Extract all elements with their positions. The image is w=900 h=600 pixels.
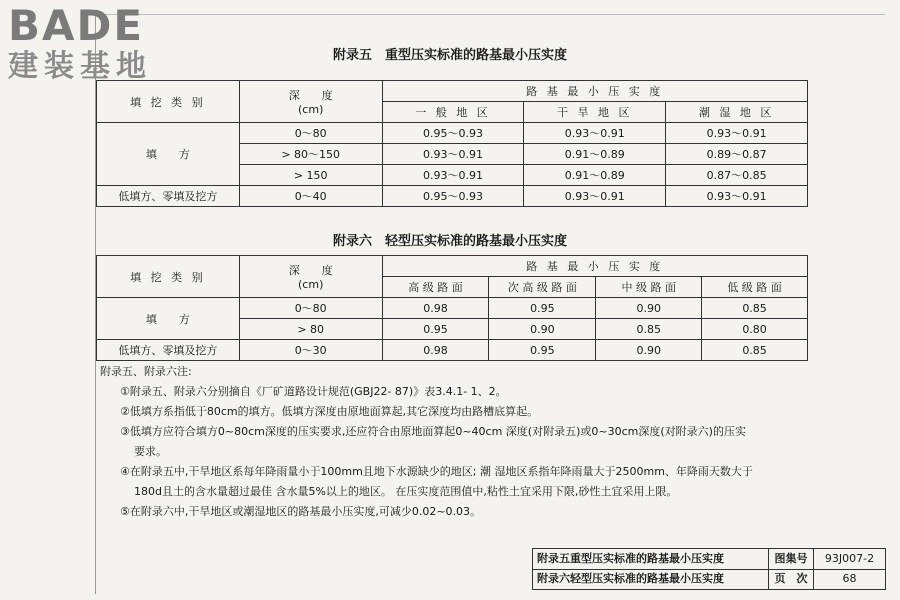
table-cell: 0～40 [239,186,382,207]
table5 [96,80,808,207]
table-cell: 0.93～0.91 [382,144,524,165]
page-number-label: 页 次 [768,569,813,589]
logo-word: BADE [8,1,145,50]
table5-fill-label: 填 方 [97,123,240,186]
note-1: ①附录五、附录六分别摘自《厂矿道路设计规范(GBJ22- 87)》表3.4.1- 1、2。 [120,385,507,398]
table6-title: 附录六 轻型压实标准的路基最小压实度 [332,234,567,249]
title-block-row-2 [533,569,885,589]
table-cell: 0.95 [489,340,596,361]
table-cell: 0.90 [489,319,596,340]
title-block-name-2: 附录六轻型压实标准的路基最小压实度 [537,572,724,585]
table-cell: 0.95 [382,319,489,340]
table-cell: 0～80 [239,123,382,144]
table-cell: 0～80 [239,298,382,319]
table6-col-high: 高 级 路 面 [382,277,489,298]
table-cell: 0.95～0.93 [382,186,524,207]
table5-header-depth [239,81,382,123]
table5-header-type: 填 挖 类 别 [97,81,240,123]
page-number-value: 68 [813,569,885,589]
title-block-row-1 [533,549,885,569]
note-4-cont: 180d且土的含水量超过最佳 含水量5%以上的地区。 在压实度范围值中,粘性土宜采用下限,砂性土宜采用上限。 [134,485,678,498]
table5-depth-unit: (cm) [298,103,324,116]
table5-col-general: 一 般 地 区 [382,102,524,123]
table5-col-humid: 潮 湿 地 区 [666,102,808,123]
table-cell: 低填方、零填及挖方 [97,186,240,207]
table6-header-group: 路 基 最 小 压 实 度 [382,256,807,277]
table-cell: 0.91～0.89 [524,165,666,186]
table-cell: 0.90 [596,340,702,361]
table-cell: 0.89～0.87 [666,144,808,165]
table6-header-type: 填 挖 类 别 [97,256,240,298]
table6-col-low: 低 级 路 面 [702,277,808,298]
table-row [97,186,808,207]
note-3: ③低填方应符合填方0~80cm深度的压实要求,还应符合由原地面算起0~40cm 深度(对附录五)或0~30cm深度(对附录六)的压实 [120,425,746,438]
table-cell: 0.93～0.91 [382,165,524,186]
table-cell: 0.87～0.85 [666,165,808,186]
table6-header-depth [239,256,382,298]
table-cell: 0.95 [489,298,596,319]
table-cell: 0.93～0.91 [524,123,666,144]
note-2: ②低填方系指低于80cm的填方。低填方深度由原地面算起,其它深度均由路槽底算起。 [120,405,539,418]
notes [100,362,820,522]
table-cell: 0.95～0.93 [382,123,524,144]
atlas-number-value: 93J007-2 [813,549,885,569]
table-cell: 0～30 [239,340,382,361]
note-4: ④在附录五中,干旱地区系每年降雨量小于100mm且地下水源缺少的地区; 潮 湿地区系指年降雨量大于2500mm、年降雨天数大于 [120,465,753,478]
title-block-name-1: 附录五重型压实标准的路基最小压实度 [537,552,724,565]
table6-fill-label: 填 方 [97,298,240,340]
table-row [97,340,808,361]
table5-header-group: 路 基 最 小 压 实 度 [382,81,807,102]
table5-depth-label: 深 度 [288,89,333,102]
table-cell: 0.93～0.91 [524,186,666,207]
atlas-number-label: 图集号 [768,549,813,569]
table6-depth-unit: (cm) [298,278,324,291]
table-row [97,298,808,319]
table-cell: > 80～150 [239,144,382,165]
table-cell: 0.93～0.91 [666,123,808,144]
table-cell: 低填方、零填及挖方 [97,340,240,361]
table5-col-arid: 干 旱 地 区 [524,102,666,123]
table-cell: 0.85 [702,298,808,319]
table-cell: 0.98 [382,340,489,361]
table5-title: 附录五 重型压实标准的路基最小压实度 [332,48,567,63]
table-cell: > 80 [239,319,382,340]
table6 [96,255,808,361]
table-cell: 0.85 [702,340,808,361]
table-cell: > 150 [239,165,382,186]
table-cell: 0.90 [596,298,702,319]
table-cell: 0.85 [596,319,702,340]
table-cell: 0.91～0.89 [524,144,666,165]
note-5: ⑤在附录六中,干旱地区或潮湿地区的路基最小压实度,可减少0.02~0.03。 [120,505,482,518]
table6-col-medium: 中 级 路 面 [596,277,702,298]
title-block [532,548,886,590]
table-cell: 0.93～0.91 [666,186,808,207]
table6-col-subhigh: 次 高 级 路 面 [489,277,596,298]
logo-chinese: 建装基地 [8,49,152,84]
table6-depth-label: 深 度 [288,264,333,277]
note-3-cont: 要求。 [134,445,167,458]
table-cell: 0.98 [382,298,489,319]
watermark-logo [8,1,178,90]
table-cell: 0.80 [702,319,808,340]
notes-heading: 附录五、附录六注: [100,365,192,378]
table-row [97,123,808,144]
